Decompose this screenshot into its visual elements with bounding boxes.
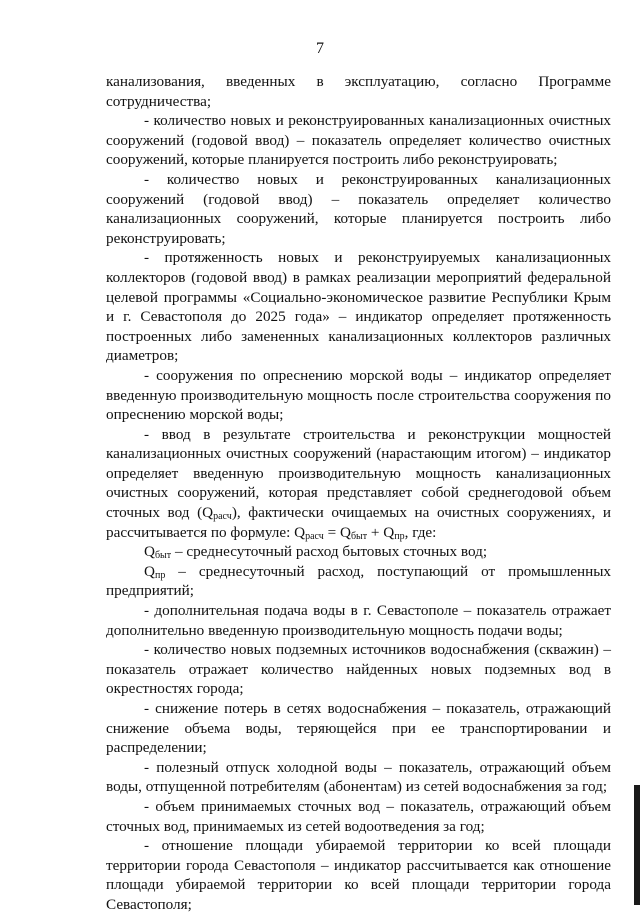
formula-definition	[106, 562, 611, 601]
list-item: - снижение потерь в сетях водоснабжения – показатель, отражающий снижение объема воды, теряющейся при ее транспортировании и распределении;	[106, 700, 611, 757]
formula-definition	[106, 542, 611, 562]
subscript: пр	[154, 569, 166, 581]
subscript: расч	[305, 530, 324, 542]
list-item: - дополнительная подача воды в г. Севастополе – показатель отражает дополнительно введенную производительную мощность подачи воды;	[106, 602, 611, 639]
list-item-formula	[106, 425, 611, 543]
definition-text: – среднесуточный расход, поступающий от промышленных предприятий;	[106, 562, 611, 600]
formula-symbol: Q	[144, 543, 155, 561]
paragraph: канализования, введенных в эксплуатацию, согласно Программе сотрудничества;	[106, 73, 611, 110]
subscript: быт	[154, 550, 172, 562]
formula-text: , где:	[404, 523, 437, 541]
formula-symbol: Q	[144, 562, 155, 580]
list-item: - количество новых подземных источников водоснабжения (скважин) – показатель отражает количество найденных новых подземных вод в окрестностях города;	[106, 641, 611, 698]
list-item: - протяженность новых и реконструируемых канализационных коллекторов (годовой ввод) в рамках реализации мероприятий федеральной целевой программы «Социально-экономическое развитие Республики Крым и г. Севастополя до 2025 года» – индикатор определяет протяженность построенных либо замененных канализационных коллекторов различных диаметров;	[106, 249, 611, 365]
formula-text: + Q	[367, 523, 395, 541]
scan-edge-shadow	[634, 785, 640, 905]
subscript: быт	[350, 530, 368, 542]
list-item: - объем принимаемых сточных вод – показатель, отражающий объем сточных вод, принимаемых из сетей водоотведения за год;	[106, 797, 611, 835]
formula-text: - ввод в результате строительства и реконструкции мощностей канализационных очистных сооружений (нарастающим итогом) – индикатор определяет введенную производительную мощность канализационных очистных сооружений, которая представляет собой среднегодовой объем сточных вод (Q	[106, 425, 611, 522]
formula-text: = Q	[323, 523, 351, 541]
list-item: - отношение площади убираемой территории ко всей площади территории города Севастополя – индикатор рассчитывается как отношение площади убираемой территории ко всей площади территории города Севастополя;	[106, 837, 611, 913]
list-item: - полезный отпуск холодной воды – показатель, отражающий объем воды, отпущенной потребителям (абонентам) из сетей водоснабжения за год;	[106, 758, 611, 796]
list-item: - количество новых и реконструированных канализационных сооружений (годовой ввод) – показатель определяет количество канализационных сооружений, которые планируется построить либо реконструировать;	[106, 170, 611, 247]
formula-text: ), фактически очищаемых на очистных сооружениях, и рассчитывается по формуле: Q	[106, 504, 611, 541]
list-item: - сооружения по опреснению морской воды – индикатор определяет введенную производительную мощность после строительства сооружения по опреснению морской воды;	[106, 366, 611, 424]
subscript: пр	[394, 530, 405, 542]
page-number: 7	[316, 40, 324, 57]
document-body	[106, 72, 611, 915]
list-item: - количество новых и реконструированных канализационных очистных сооружений (годовой ввод) – показатель определяет количество очистных сооружений, которые планируется построить либо реконструировать;	[106, 112, 611, 169]
subscript: расч	[213, 511, 232, 523]
definition-text: – среднесуточный расход бытовых сточных вод;	[171, 543, 488, 561]
